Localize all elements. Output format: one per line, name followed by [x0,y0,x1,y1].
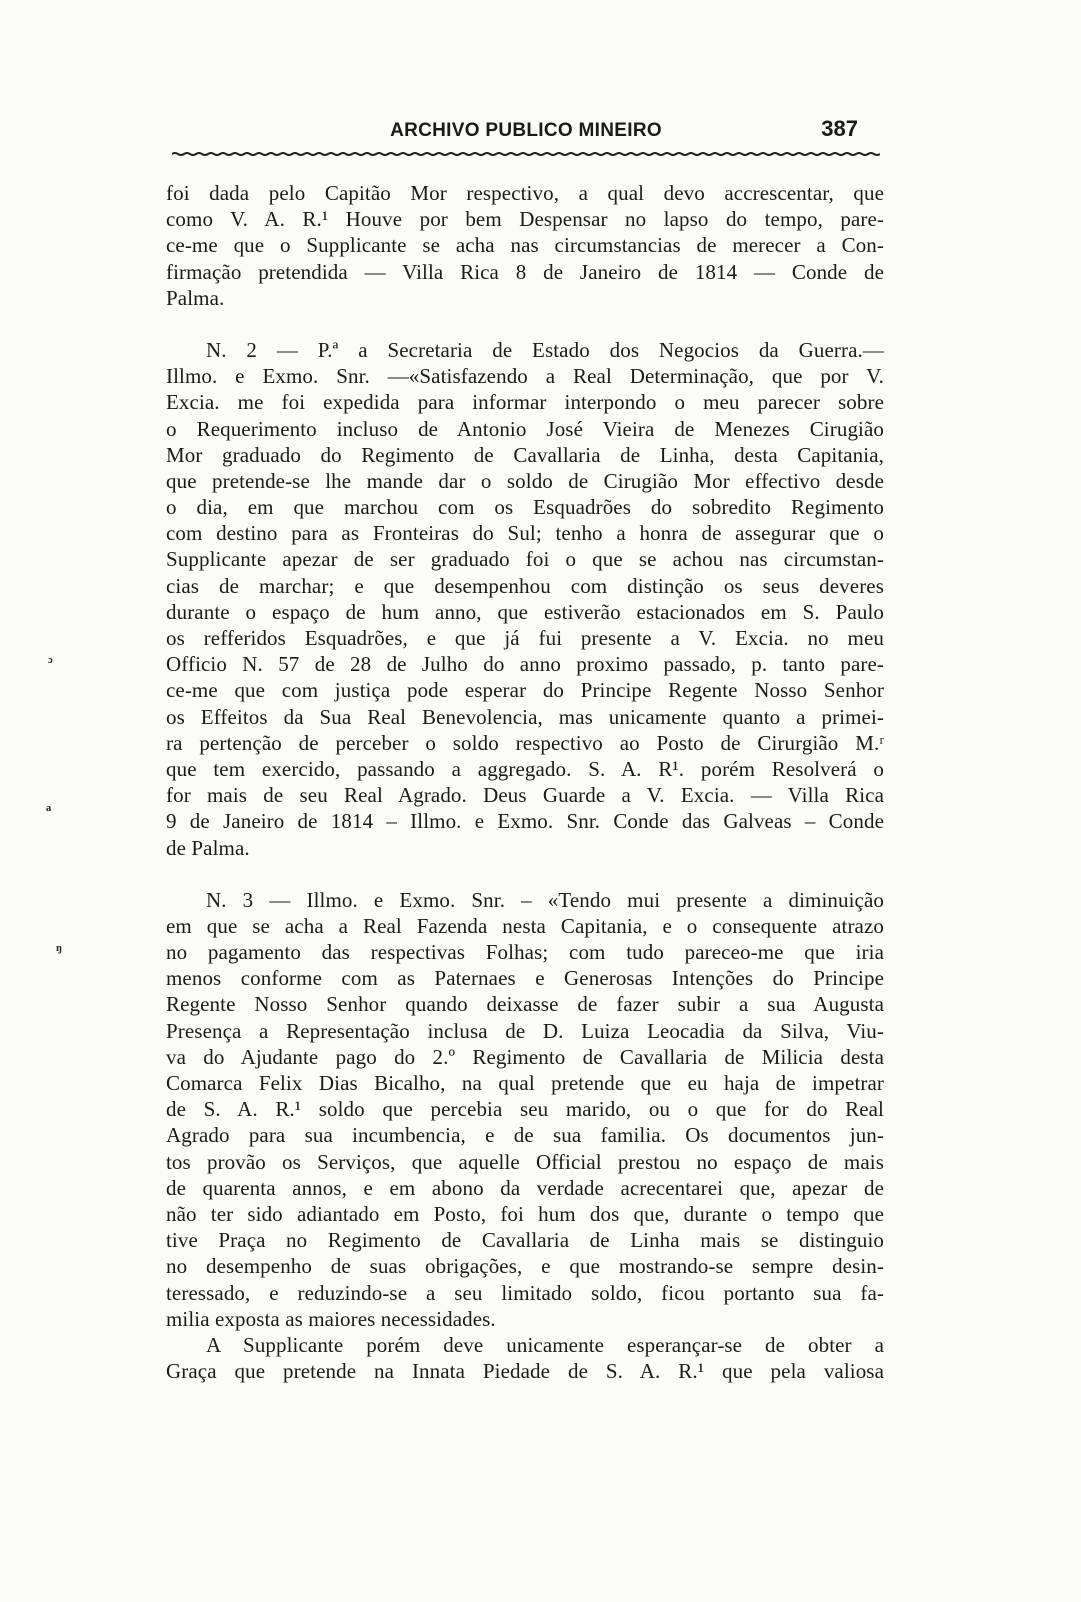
text-line: em que se acha a Real Fazenda nesta Capitania, e o consequente atrazo [166,913,884,938]
text-line: for mais de seu Real Agrado. Deus Guarde a V. Excia. — Villa Rica [166,783,884,808]
margin-mark: ᵑ [56,940,62,960]
text-line: os refferidos Esquadrões, e que já fui presente a V. Excia. no meu [166,626,884,650]
header-rule [172,152,880,156]
text-line: ce-me que com justiça pode esperar do Principe Regente Nosso Senhor [166,678,884,703]
text-line: Agrado para sua incumbencia, e de sua familia. Os documentos jun- [166,1123,884,1148]
page-number: 387 [821,116,858,141]
text-line: 9 de Janeiro de 1814 – Illmo. e Exmo. Snr. Conde das Galveas – Conde [166,809,884,834]
text-line: como V. A. R.¹ Houve por bem Despensar no lapso do tempo, pare- [166,207,884,232]
text-line: Graça que pretende na Innata Piedade de S. A. R.¹ que pela valiosa [166,1359,884,1384]
text-line: o dia, em que marchou com os Esquadrões do sobredito Regimento [166,495,884,520]
text-line: ra pertenção de perceber o soldo respectivo ao Posto de Cirurgião M.ʳ [166,730,884,755]
text-line: ce-me que o Supplicante se acha nas circumstancias de merecer a Con- [166,233,884,258]
text-line: de Palma. [166,835,250,860]
text-line: Palma. [166,285,225,310]
text-line: Regente Nosso Senhor quando deixasse de fazer subir a sua Augusta [166,992,884,1017]
header-title: ARCHIVO PUBLICO MINEIRO [390,120,662,141]
text-line: cias de marchar; e que desempenhou com distinção os seus deveres [166,573,884,598]
text-line: no desempenho de suas obrigações, e que mostrando-se sempre desin- [166,1254,884,1279]
text-line: com destino para as Fronteiras do Sul; tenho a honra de assegurar que o [166,521,884,546]
text-line: A Supplicante porém deve unicamente esperançar-se de obter a [206,1332,884,1357]
text-line: tive Praça no Regimento de Cavallaria de Linha mais se distinguio [166,1228,884,1253]
running-header [170,116,882,156]
text-line: Excia. me foi expedida para informar interpondo o meu parecer sobre [166,390,884,415]
text-line: não ter sido adiantado em Posto, foi hum dos que, durante o tempo que [166,1201,884,1226]
text-line: Supplicante apezar de ser graduado foi o que se achou nas circumstan- [166,547,884,572]
text-line: N. 2 — P.ª a Secretaria de Estado dos Negocios da Guerra.— [206,337,884,362]
text-line: que pretende-se lhe mande dar o soldo de Cirugião Mor effectivo desde [166,468,884,493]
text-line: no pagamento das respectivas Folhas; com tudo pareceo-me que iria [166,940,884,965]
text-line: teressado, e reduzindo-se a seu limitado soldo, ficou portanto sua fa- [166,1280,884,1305]
text-line: foi dada pelo Capitão Mor respectivo, a qual devo accrescentar, que [166,181,884,205]
text-line: que tem exercido, passando a aggregado. S. A. R¹. porém Resolverá o [166,756,884,781]
text-line: de quarenta annos, e em abono da verdade acrecentarei que, apezar de [166,1175,884,1200]
text-line: milia exposta as maiores necessidades. [166,1306,496,1331]
text-line: Comarca Felix Dias Bicalho, na qual pretende que eu haja de impetrar [166,1071,884,1095]
text-line: Mor graduado do Regimento de Cavallaria de Linha, desta Capitania, [166,442,884,467]
margin-mark: ᵃ [46,800,52,820]
text-line: os Effeitos da Sua Real Benevolencia, mas unicamente quanto a primei- [166,704,884,729]
margin-mark: ᵓ [48,652,53,672]
text-line: o Requerimento incluso de Antonio José Vieira de Menezes Cirugião [166,416,884,441]
text-line: N. 3 — Illmo. e Exmo. Snr. – «Tendo mui presente a diminuição [206,887,884,912]
text-line: firmação pretendida — Villa Rica 8 de Janeiro de 1814 — Conde de [166,259,884,284]
text-line: Presença a Representação inclusa de D. Luiza Leocadia da Silva, Viu- [166,1018,884,1043]
text-line: tos provão os Serviços, que aquelle Official prestou no espaço de mais [166,1149,884,1174]
text-line: de S. A. R.¹ soldo que percebia seu marido, ou o que for do Real [166,1097,884,1122]
body-text [166,180,884,1384]
text-line: va do Ajudante pago do 2.º Regimento de Cavallaria de Milicia desta [166,1044,884,1069]
text-line: menos conforme com as Paternaes e Generosas Intenções do Principe [166,966,884,991]
text-line: Illmo. e Exmo. Snr. —«Satisfazendo a Real Determinação, que por V. [166,364,884,389]
text-line: Officio N. 57 de 28 de Julho do anno proximo passado, p. tanto pare- [166,652,884,677]
text-line: durante o espaço de hum anno, que estiverão estacionados em S. Paulo [166,599,884,624]
